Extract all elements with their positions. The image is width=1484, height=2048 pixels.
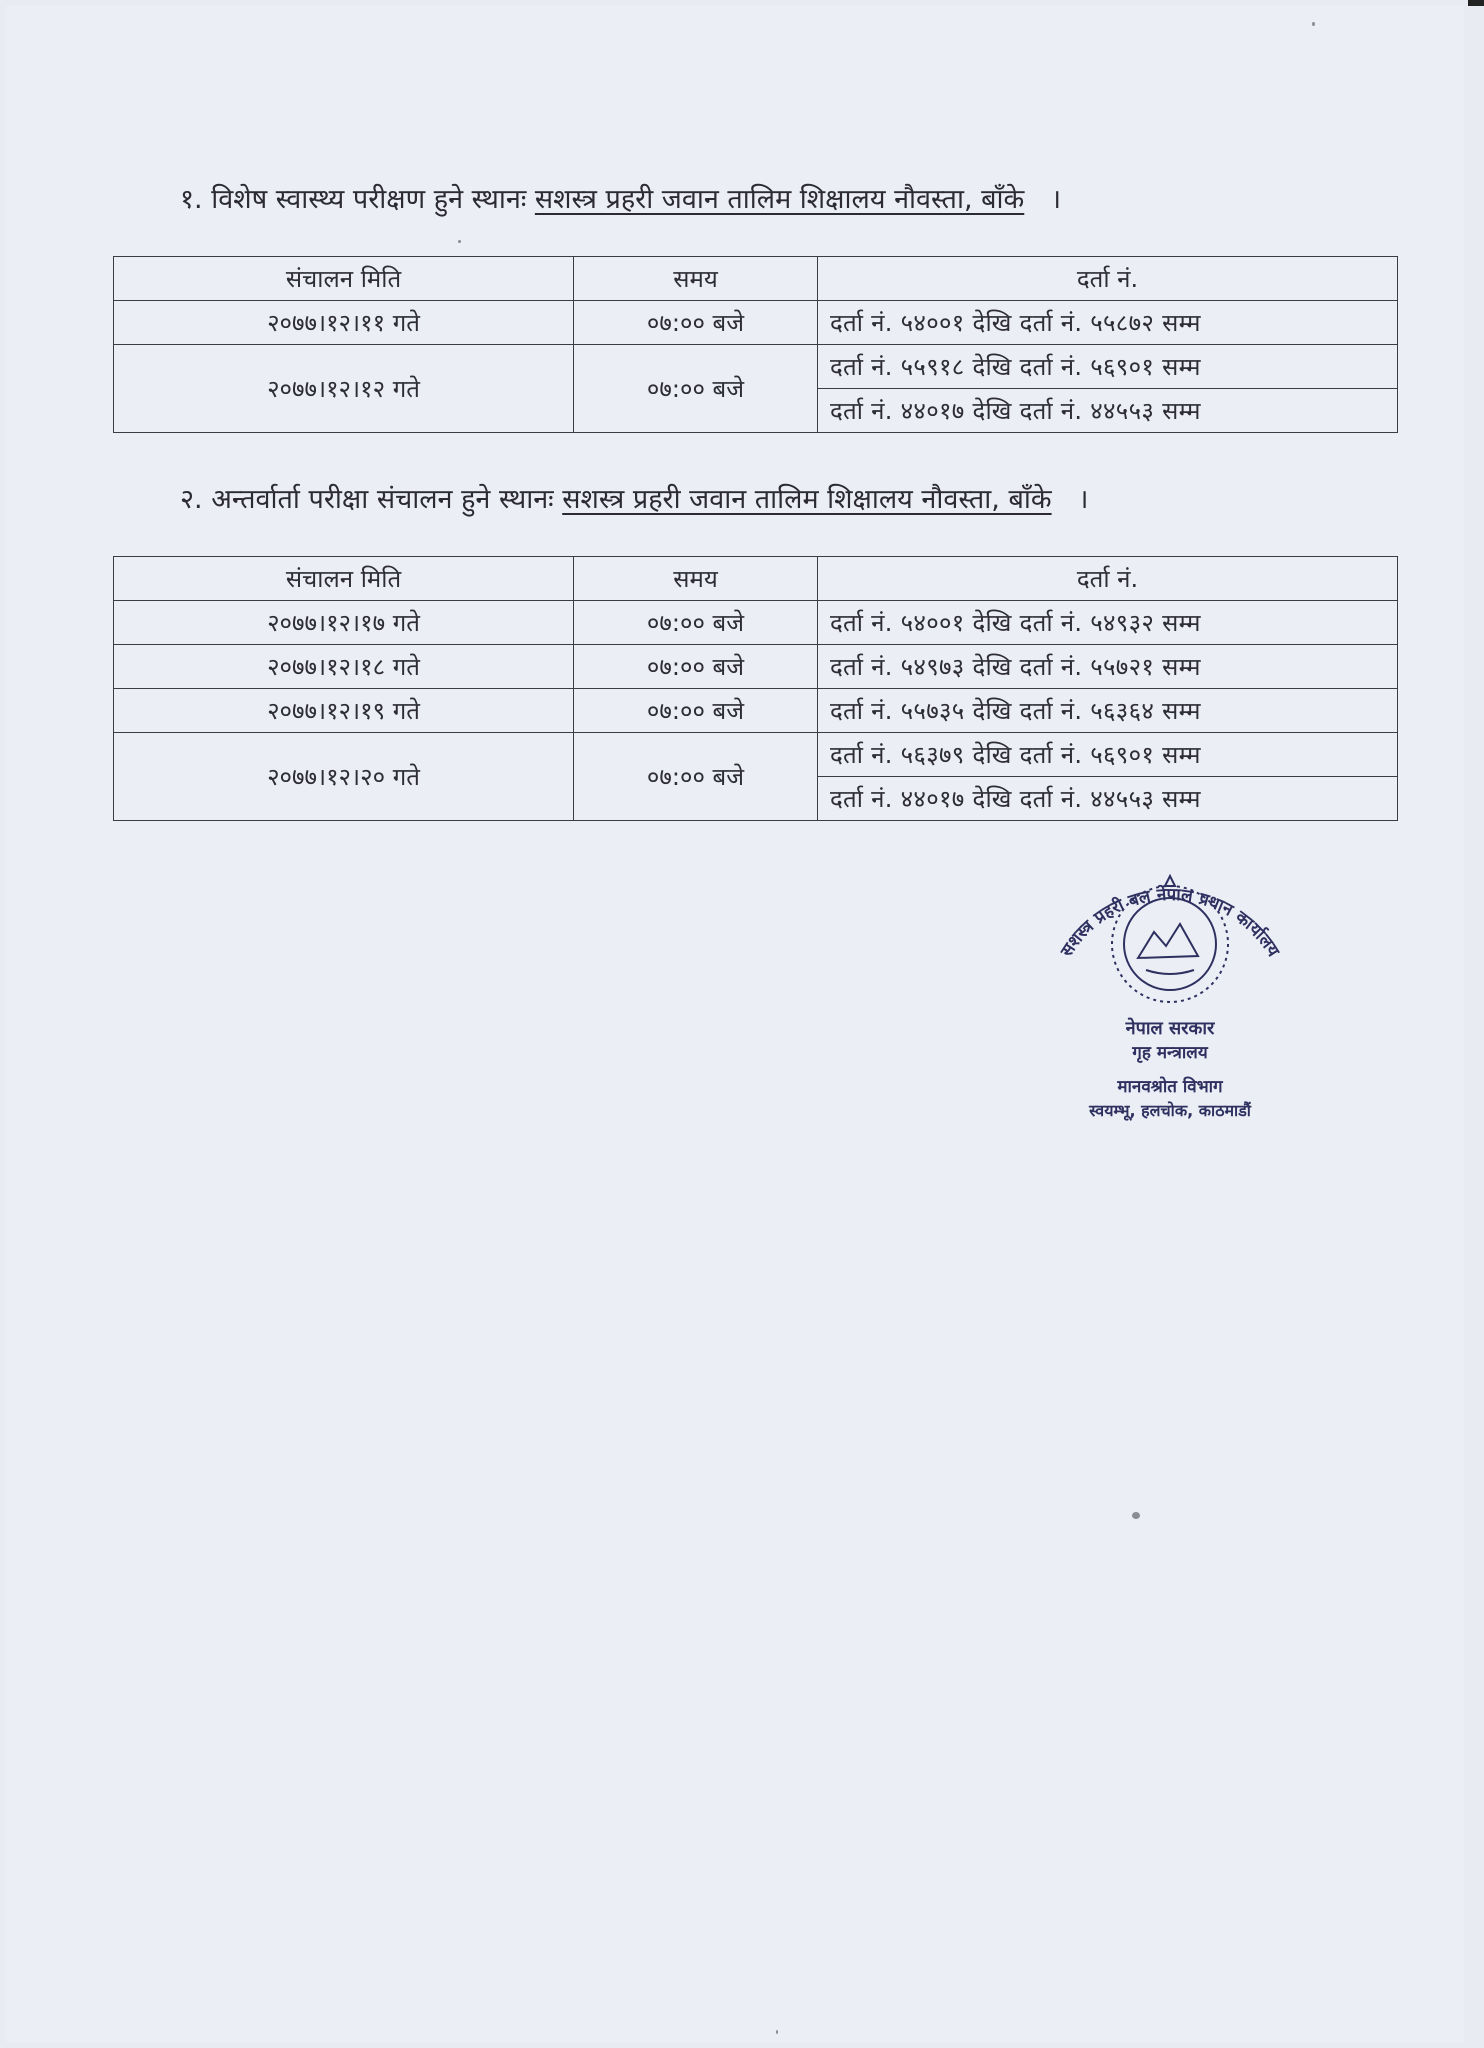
header-date: संचालन मिति: [114, 257, 574, 301]
section2-heading: [180, 480, 1088, 520]
scan-speck: [1132, 1512, 1140, 1519]
table-row: [114, 301, 1398, 345]
table-row: [114, 601, 1398, 645]
scan-speck: [1312, 22, 1315, 26]
seal-emblem-base: [1146, 970, 1194, 974]
section1-heading: [180, 180, 1061, 220]
header-registration: दर्ता नं.: [818, 257, 1398, 301]
row-time: ०७:०० बजे: [574, 645, 818, 689]
section2-place: सशस्त्र प्रहरी जवान तालिम शिक्षालय नौवस्ता, बाँके: [562, 484, 1052, 515]
row-date: २०७७।१२।१८ गते: [114, 645, 574, 689]
table-row: [114, 733, 1398, 777]
seal-outer-arc-text: [1056, 884, 1283, 961]
seal-mountain-icon: [1138, 924, 1198, 958]
row-registration-range: दर्ता नं. ५६३७९ देखि दर्ता नं. ५६९०१ सम्म: [818, 733, 1398, 777]
seal-emblem-ring: [1124, 898, 1216, 990]
row-date: २०७७।१२।११ गते: [114, 301, 574, 345]
section1-place: सशस्त्र प्रहरी जवान तालिम शिक्षालय नौवस्ता, बाँके: [534, 184, 1025, 215]
row-registration-range: दर्ता नं. ५४००१ देखि दर्ता नं. ५५८७२ सम्म: [818, 301, 1398, 345]
table-row: [114, 345, 1398, 389]
row-registration-range: दर्ता नं. ५४००१ देखि दर्ता नं. ५४९३२ सम्म: [818, 601, 1398, 645]
table-header-row: [114, 557, 1398, 601]
scan-edge-mark: [1468, 0, 1484, 6]
table-header-row: [114, 257, 1398, 301]
header-date: संचालन मिति: [114, 557, 574, 601]
table-row: [114, 689, 1398, 733]
row-registration-range: दर्ता नं. ५४९७३ देखि दर्ता नं. ५५७२१ सम्म: [818, 645, 1398, 689]
official-seal-stamp: [1020, 866, 1320, 1166]
table-row: [114, 645, 1398, 689]
seal-line-address: स्वयम्भू, हलचोक, काठमाडौं: [1089, 1101, 1251, 1120]
row-time: ०७:०० बजे: [574, 689, 818, 733]
section1-prefix: १. विशेष स्वास्थ्य परीक्षण हुने स्थानः: [180, 184, 527, 215]
row-date: २०७७।१२।१२ गते: [114, 345, 574, 433]
row-time: ०७:०० बजे: [574, 601, 818, 645]
row-time: ०७:०० बजे: [574, 345, 818, 433]
section2-prefix: २. अन्तर्वार्ता परीक्षा संचालन हुने स्थानः: [180, 484, 554, 515]
scan-speck: [776, 2030, 778, 2034]
row-registration-range: दर्ता नं. ४४०१७ देखि दर्ता नं. ४४५५३ सम्म: [818, 777, 1398, 821]
row-date: २०७७।१२।२० गते: [114, 733, 574, 821]
header-registration: दर्ता नं.: [818, 557, 1398, 601]
seal-line-department: मानवश्रोत विभाग: [1117, 1077, 1223, 1097]
seal-arc-text: सशस्त्र प्रहरी बल नेपाल प्रधान कार्यालय: [1056, 884, 1284, 961]
row-date: २०७७।१२।१७ गते: [114, 601, 574, 645]
row-time: ०७:०० बजे: [574, 733, 818, 821]
section2-end: ।: [1078, 484, 1089, 515]
seal-line-ministry: गृह मन्त्रालय: [1132, 1043, 1208, 1063]
row-registration-range: दर्ता नं. ५५७३५ देखि दर्ता नं. ५६३६४ सम्म: [818, 689, 1398, 733]
row-registration-range: दर्ता नं. ४४०१७ देखि दर्ता नं. ४४५५३ सम्म: [818, 389, 1398, 433]
seal-crest-icon: [1165, 876, 1175, 886]
row-date: २०७७।१२।१९ गते: [114, 689, 574, 733]
scan-speck: [458, 240, 461, 243]
health-exam-table: [113, 256, 1398, 433]
header-time: समय: [574, 257, 818, 301]
row-time: ०७:०० बजे: [574, 301, 818, 345]
interview-table: [113, 556, 1398, 821]
section1-end: ।: [1050, 184, 1062, 215]
row-registration-range: दर्ता नं. ५५९१८ देखि दर्ता नं. ५६९०१ सम्म: [818, 345, 1398, 389]
header-time: समय: [574, 557, 818, 601]
seal-line-government: नेपाल सरकार: [1125, 1018, 1215, 1039]
